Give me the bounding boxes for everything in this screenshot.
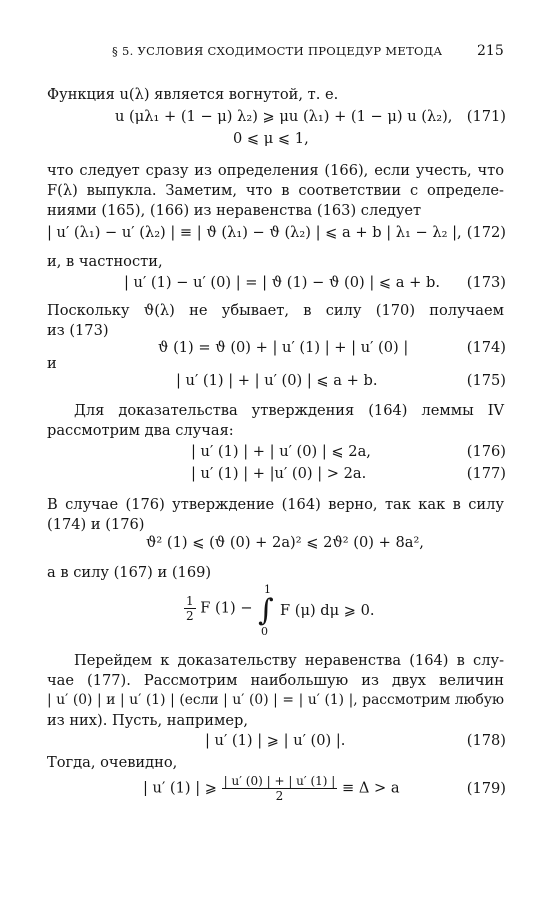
fraction-denominator: 2 bbox=[186, 609, 194, 623]
equation-theta-inequality: ϑ² (1) ⩽ (ϑ (0) + 2a)² ⩽ 2ϑ² (0) + 8a², bbox=[146, 534, 424, 551]
equation-integral bbox=[184, 594, 253, 634]
equation-number-175: (175) bbox=[466, 372, 506, 389]
equation-176: | u′ (1) | + | u′ (0) | ⩽ 2a, bbox=[191, 443, 371, 460]
equation-number-176: (176) bbox=[466, 443, 506, 460]
equation-number-173: (173) bbox=[466, 274, 506, 291]
page-number: 215 bbox=[477, 43, 504, 59]
equation-178: | u′ (1) | ⩾ | u′ (0) |. bbox=[205, 732, 346, 749]
text-line: и, в частности, bbox=[47, 253, 163, 270]
equation-171-a: u (μλ₁ + (1 − μ) λ₂) ⩾ μu (λ₁) + (1 − μ) u (λ₂), bbox=[115, 108, 453, 125]
equation-179-left: | u′ (1) | ⩾ bbox=[143, 779, 218, 797]
fraction-numerator: | u′ (0) | + | u′ (1) | bbox=[223, 774, 336, 788]
text-line: Перейдем к доказательству неравенства (164) в слу- bbox=[74, 652, 504, 669]
equation-number-177: (177) bbox=[466, 465, 506, 482]
equation-173: | u′ (1) − u′ (0) | = | ϑ (1) − ϑ (0) | ⩽ a + b. bbox=[124, 274, 440, 291]
text-line: чае (177). Рассмотрим наибольшую из двух величин bbox=[47, 672, 504, 689]
text-line: рассмотрим два случая: bbox=[47, 422, 234, 439]
text-line: и bbox=[47, 355, 57, 372]
equation-172: | u′ (λ₁) − u′ (λ₂) | ≡ | ϑ (λ₁) − ϑ (λ₂) | ⩽ a + b | λ₁ − λ₂ |, bbox=[47, 224, 462, 241]
text-line: а в силу (167) и (169) bbox=[47, 564, 212, 581]
equation-number-171: (171) bbox=[466, 108, 506, 125]
equation-number-179: (179) bbox=[466, 780, 506, 797]
integral-upper-limit: 1 bbox=[264, 583, 271, 596]
fraction-one-half bbox=[184, 594, 196, 623]
running-header: § 5. УСЛОВИЯ СХОДИМОСТИ ПРОЦЕДУР МЕТОДА bbox=[112, 44, 443, 58]
integral-right-side: F (μ) dμ ⩾ 0. bbox=[280, 602, 375, 619]
equation-number-172: (172) bbox=[466, 224, 506, 241]
integral-sign: ∫ bbox=[258, 593, 274, 628]
text-line: (174) и (176) bbox=[47, 516, 145, 533]
equation-171-b: 0 ⩽ μ ⩽ 1, bbox=[233, 130, 309, 147]
text-line: из них). Пусть, например, bbox=[47, 712, 248, 729]
text-line: Функция u(λ) является вогнутой, т. е. bbox=[47, 86, 339, 103]
text-line: из (173) bbox=[47, 322, 109, 339]
fraction-denominator: 2 bbox=[275, 789, 284, 803]
fraction-average bbox=[222, 774, 338, 803]
equation-177: | u′ (1) | + |u′ (0) | > 2a. bbox=[191, 465, 367, 482]
equation-175: | u′ (1) | + | u′ (0) | ⩽ a + b. bbox=[176, 372, 378, 389]
text-line: F(λ) выпукла. Заметим, что в соответствии с определе- bbox=[47, 182, 504, 199]
fraction-numerator: 1 bbox=[186, 594, 194, 608]
text-line: Тогда, очевидно, bbox=[47, 754, 178, 771]
integral-lower-limit: 0 bbox=[261, 625, 268, 638]
text-line: что следует сразу из определения (166), если учесть, что bbox=[47, 162, 504, 179]
text-line: В случае (176) утверждение (164) верно, так как в силу bbox=[47, 496, 504, 513]
text-line: ниями (165), (166) из неравенства (163) следует bbox=[47, 202, 422, 219]
integral-sign-group bbox=[258, 584, 274, 640]
text-line: Поскольку ϑ(λ) не убывает, в силу (170) получаем bbox=[47, 302, 504, 319]
equation-179-right: ≡ Δ > a bbox=[341, 779, 400, 797]
text-line: | u′ (0) | и | u′ (1) | (если | u′ (0) | = | u′ (1) |, рассмотрим любую bbox=[47, 692, 504, 708]
equation-number-178: (178) bbox=[466, 732, 506, 749]
equation-179 bbox=[143, 774, 400, 808]
integral-left-side: F (1) − bbox=[200, 599, 253, 617]
equation-174: ϑ (1) = ϑ (0) + | u′ (1) | + | u′ (0) | bbox=[158, 339, 409, 356]
equation-number-174: (174) bbox=[466, 339, 506, 356]
text-line: Для доказательства утверждения (164) леммы IV bbox=[74, 402, 504, 419]
